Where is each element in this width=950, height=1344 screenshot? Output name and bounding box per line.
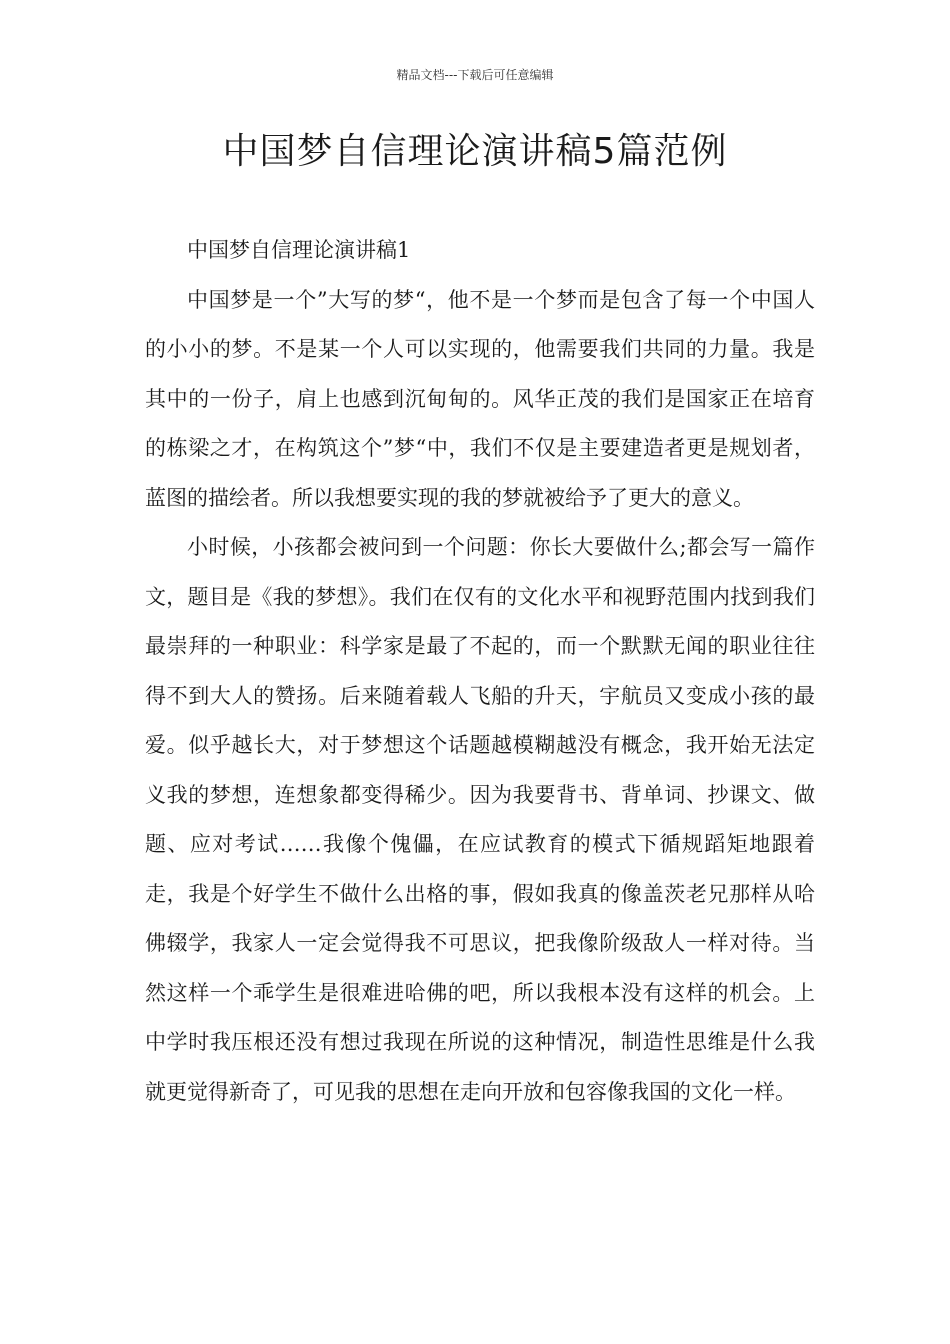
section-heading: 中国梦自信理论演讲稿1	[187, 238, 411, 262]
paragraph-1: 中国梦是一个”大写的梦“，他不是一个梦而是包含了每一个中国人的小小的梦。不是某一个人可以实现的，他需要我们共同的力量。我是其中的一份子，肩上也感到沉甸甸的。风华正茂的我们是国家正在培育的栋梁之才，在构筑这个”梦“中，我们不仅是主要建造者更是规划者，蓝图的描绘者。所以我想要实现的我的梦就被给予了更大的意义。	[145, 287, 815, 510]
document-title: 中国梦自信理论演讲稿5篇范例	[222, 131, 728, 172]
paragraph-2: 小时候，小孩都会被问到一个问题：你长大要做什么;都会写一篇作文，题目是《我的梦想》。我们在仅有的文化水平和视野范围内找到我们最崇拜的一种职业：科学家是最了不起的，而一个默默无闻的职业往往得不到大人的赞扬。后来随着载人飞船的升天，宇航员又变成小孩的最爱。似乎越长大，对于梦想这个话题越模糊越没有概念，我开始无法定义我的梦想，连想象都变得稀少。因为我要背书、背单词、抄课文、做题、应对考试……我像个傀儡，在应试教育的模式下循规蹈矩地跟着走，我是个好学生不做什么出格的事，假如我真的像盖茨老兄那样从哈佛辍学，我家人一定会觉得我不可思议，把我像阶级敌人一样对待。当然这样一个乖学生是很难进哈佛的吧，所以我根本没有这样的机会。上中学时我压根还没有想过我现在所说的这种情况，制造性思维是什么我就更觉得新奇了，可见我的思想在走向开放和包容像我国的文化一样。	[145, 535, 815, 1104]
page-header-note: 精品文档---下载后可任意编辑	[396, 68, 554, 82]
document-body	[145, 226, 815, 1117]
